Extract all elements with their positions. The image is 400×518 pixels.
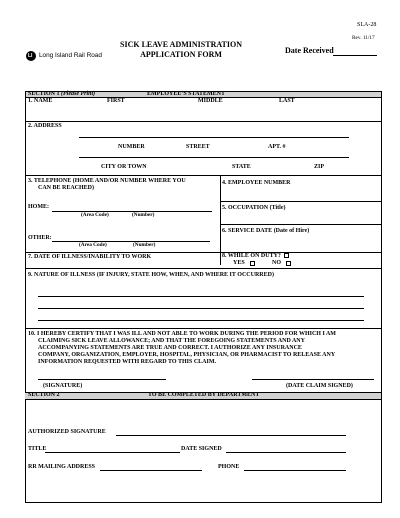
telephone-label-line1: 3. TELEPHONE (HOME AND/OR NUMBER WHERE YOU	[28, 178, 186, 184]
name-label: 1. NAME	[28, 98, 53, 104]
address-zip-label: ZIP	[314, 164, 325, 170]
other-area-code-label: (Area Code)	[79, 242, 107, 248]
nature-line1-field[interactable]	[38, 296, 364, 297]
row-divider	[25, 175, 382, 176]
other-phone-field[interactable]	[52, 241, 210, 242]
date-received-field[interactable]	[333, 55, 377, 56]
certify-line3: ACCOMPANYING STATEMENTS ARE TRUE AND CORRECT. I AUTHORIZE ANY INSURANCE	[38, 345, 302, 351]
dept-date-signed-label: DATE SIGNED	[181, 446, 222, 452]
home-phone-label: HOME:	[28, 204, 49, 210]
address-street-label: STREET	[186, 144, 210, 150]
authorized-signature-label: AUTHORIZED SIGNATURE	[28, 429, 106, 435]
frame-left	[25, 91, 26, 502]
nature-line2-field[interactable]	[38, 308, 364, 309]
address-state-label: STATE	[232, 164, 251, 170]
employee-number-field[interactable]	[222, 188, 378, 200]
service-date-field[interactable]	[222, 236, 378, 248]
date-received-label: Date Received	[285, 46, 334, 55]
logo-text: Long Island Rail Road	[39, 52, 102, 59]
certify-line5: INFORMATION REQUESTED WITH REGARD TO THIS CLAIM.	[38, 359, 216, 365]
name-last-label: LAST	[279, 98, 295, 104]
nature-line3-field[interactable]	[38, 320, 364, 321]
address-line2-field[interactable]	[79, 157, 349, 158]
while-on-duty-label: 8. WHILE ON DUTY?	[222, 253, 281, 259]
form-code: SLA-28	[357, 22, 377, 28]
home-number-label: (Number)	[132, 212, 155, 218]
signature-field[interactable]	[38, 379, 166, 380]
occupation-field[interactable]	[222, 213, 378, 223]
address-line1-field[interactable]	[79, 137, 349, 138]
section2-label: SECTION 2	[28, 392, 60, 398]
row-divider	[25, 399, 382, 400]
employee-number-label: 4. EMPLOYEE NUMBER	[222, 180, 291, 186]
while-on-duty-no-label: NO	[272, 260, 281, 266]
dept-title-field[interactable]	[45, 452, 180, 453]
name-field[interactable]	[28, 106, 378, 120]
nature-of-illness-label: 9. NATURE OF ILLNESS (IF INJURY, STATE HOW, WHEN, AND WHERE IT OCCURRED)	[28, 272, 274, 278]
logo-mark: LI	[28, 53, 33, 59]
section2-heading: TO BE COMPLETED BY DEPARTMENT	[148, 392, 260, 398]
row-divider	[220, 201, 382, 202]
rr-mailing-address-label: RR MAILING ADDRESS	[28, 464, 96, 470]
section1-label-note: (Please Print)	[61, 90, 96, 97]
section1-label-text: SECTION 1	[28, 90, 60, 97]
row-divider	[25, 121, 382, 122]
home-area-code-label: (Area Code)	[81, 212, 109, 218]
section1-label	[28, 91, 95, 98]
while-on-duty-yes-label: YES	[233, 260, 245, 266]
dept-title-label: TITLE	[28, 446, 47, 452]
frame-bottom	[25, 502, 382, 503]
row-divider	[25, 268, 382, 269]
certify-line1: 10. I HEREBY CERTIFY THAT I WAS ILL AND NOT ABLE TO WORK DURING THE PERIOD FOR WHICH I AM	[28, 331, 336, 337]
name-middle-label: MIDDLE	[198, 98, 223, 104]
certify-line4: COMPANY, ORGANIZATION, EMPLOYER, HOSPITAL, PHYSICIAN, OR PHARMACIST TO RELEASE ANY	[38, 352, 336, 358]
while-on-duty-yes-checkbox[interactable]	[250, 261, 255, 266]
address-number-label: NUMBER	[118, 144, 145, 150]
other-phone-label: OTHER:	[28, 235, 52, 241]
form-title-line2: APPLICATION FORM	[140, 50, 222, 59]
address-label: 2. ADDRESS	[28, 123, 62, 129]
other-number-label: (Number)	[133, 242, 156, 248]
row-divider	[25, 252, 382, 253]
section1-heading: EMPLOYEE’S STATEMENT	[147, 90, 225, 97]
illness-date-label: 7. DATE OF ILLNESS/INABILITY TO WORK	[28, 254, 152, 260]
occupation-label: 5. OCCUPATION (Title)	[222, 205, 286, 211]
rr-mailing-address-field[interactable]	[100, 470, 202, 471]
date-claim-signed-field[interactable]	[252, 379, 374, 380]
telephone-label-line2: CAN BE REACHED)	[38, 185, 95, 191]
authorized-signature-field[interactable]	[116, 435, 346, 436]
name-first-label: FIRST	[107, 98, 125, 104]
revision: Rev. 11/17	[352, 35, 375, 41]
row-divider	[220, 224, 382, 225]
dept-phone-label: PHONE	[218, 464, 240, 470]
address-apt-label: APT. #	[268, 144, 286, 150]
certify-line2: CLAIMING SICK LEAVE ALLOWANCE; AND THAT THE FOREGOING STATEMENTS AND ANY	[38, 338, 305, 344]
address-city-label: CITY OR TOWN	[101, 164, 147, 170]
service-date-label: 6. SERVICE DATE (Date of Hire)	[222, 228, 310, 234]
frame-right	[381, 91, 382, 502]
signature-label: (SIGNATURE)	[43, 383, 83, 389]
row-divider	[25, 328, 382, 329]
dept-date-signed-field[interactable]	[226, 452, 346, 453]
date-claim-signed-label: (DATE CLAIM SIGNED)	[286, 383, 353, 389]
dept-phone-field[interactable]	[244, 470, 346, 471]
form-title-line1: SICK LEAVE ADMINISTRATION	[120, 40, 242, 49]
while-on-duty-no-checkbox[interactable]	[286, 261, 291, 266]
while-on-duty-top-checkbox[interactable]	[284, 253, 289, 258]
